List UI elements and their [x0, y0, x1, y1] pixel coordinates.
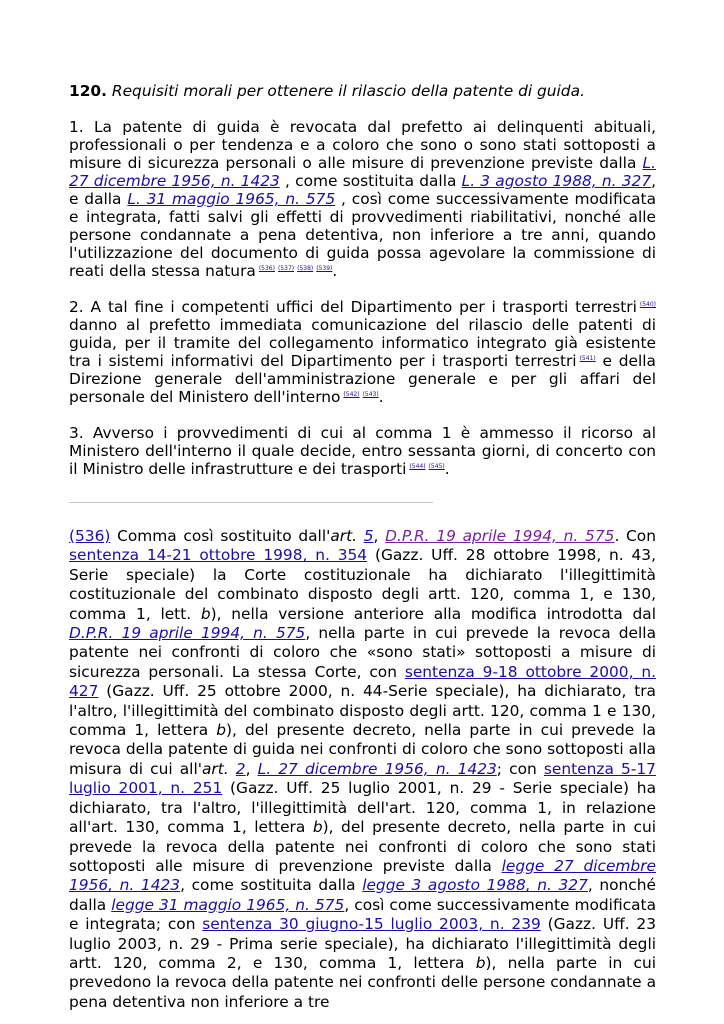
footnotes — [69, 527, 656, 1012]
footnote-ref-536[interactable]: (536) — [258, 265, 275, 272]
law-link-575[interactable]: L. 31 maggio 1965, n. 575 — [127, 190, 336, 208]
footnote-ref-540[interactable]: (540) — [639, 301, 656, 308]
paragraph-1: 1. La patente di guida è revocata dal prefetto ai delinquenti abituali, professionali o per tendenza e a coloro che sono o sono stati sottoposti a misure di sicurezza personali o alle misure di prevenzione previste dalla L. 27 dicembre 1956, n. 1423 , come sostituita dalla L. 3 agosto 1988, n. 327, e dalla L. 31 maggio 1965, n. 575 , così come successivamente modificata e integrata, fatti salvi gli effetti di provvedimenti riabilitativi, nonché alle persone condannate a pena detentiva, non inferiore a tre anni, quando l'utilizzazione del documento di guida possa agevolare la commissione di reati della stessa natura $^{(536)}$ $^{(537)}$ $^{(538)}$ $^{(539)}$. — [69, 118, 657, 280]
paragraph-2: 2. A tal fine i competenti uffici del Dipartimento per i trasporti terrestri $^{(540)}$ danno al prefetto immediata comunicazione del rilascio delle patenti di guida, per il tramite del collegamento informatico integrato già esistente tra i sistemi informativi del Dipartimento per i trasporti terrestri $^{(541)}$ e della Direzione generale dell'amministrazione generale e per gli affari del personale del Ministero dell'interno $^{(542)}$ $^{(543)}$. — [69, 298, 656, 406]
article-body — [69, 82, 656, 478]
sentenza-427-link[interactable]: sentenza 9-18 ottobre 2000, n. 427 — [69, 662, 656, 701]
law-1423-link[interactable]: L. 27 dicembre 1956, n. 1423 — [257, 759, 497, 778]
footnote-separator — [69, 502, 433, 503]
legge-1423-link[interactable]: legge 27 dicembre 1956, n. 1423 — [69, 856, 656, 895]
law-link-327[interactable]: L. 3 agosto 1988, n. 327 — [461, 172, 652, 190]
legge-327-link[interactable]: legge 3 agosto 1988, n. 327 — [362, 876, 588, 895]
footnote-backlink-536[interactable]: (536) — [69, 527, 111, 545]
article-number: 120. — [69, 82, 107, 100]
sentenza-354-link[interactable]: sentenza 14-21 ottobre 1998, n. 354 — [69, 546, 368, 565]
footnote-ref-539[interactable]: (539) — [316, 265, 333, 272]
footnote-ref-542[interactable]: (542) — [343, 391, 360, 398]
footnote-ref-538[interactable]: (538) — [297, 265, 314, 272]
article-heading — [69, 82, 656, 100]
art-2-link[interactable]: 2 — [235, 759, 246, 778]
footnote-ref-537[interactable]: (537) — [277, 265, 295, 272]
art-5-link[interactable]: 5 — [363, 527, 374, 545]
article-title: Requisiti morali per ottenere il rilascio della patente di guida. — [111, 82, 585, 100]
footnote-ref-544[interactable]: (544) — [409, 463, 426, 470]
legge-575-link[interactable]: legge 31 maggio 1965, n. 575 — [111, 895, 345, 914]
footnote-ref-545[interactable]: (545) — [428, 463, 445, 470]
dpr-575-link-2[interactable]: D.P.R. 19 aprile 1994, n. 575 — [69, 624, 306, 643]
footnote-ref-541[interactable]: (541) — [579, 355, 596, 362]
sentenza-239-link[interactable]: sentenza 30 giugno-15 luglio 2003, n. 239 — [202, 915, 541, 934]
paragraph-3: 3. Avverso i provvedimenti di cui al comma 1 è ammesso il ricorso al Ministero dell'interno il quale decide, entro sessanta giorni, di concerto con il Ministro delle infrastrutture e dei trasporti $^{(544)}$ $^{(545)}$. — [69, 424, 656, 478]
law-link-1423[interactable]: L. 27 dicembre 1956, n. 1423 — [69, 154, 656, 190]
footnote-536: (536) Comma così sostituito dall'art. 5, D.P.R. 19 aprile 1994, n. 575. Con sentenza 14-21 ottobre 1998, n. 354 (Gazz. Uff. 28 ottobre 1998, n. 43, Serie speciale) la Corte costituzionale ha dichiarato l'illegittimità costituzionale del combinato disposto degli artt. 120, comma 1, e 130, comma 1, lett. b), nella versione anteriore alla modifica introdotta dal D.P.R. 19 aprile 1994, n. 575, nella parte in cui prevede la revoca della patente nei confronti di coloro che «sono stati» sottoposti a misure di sicurezza personali. La stessa Corte, con sentenza 9-18 ottobre 2000, n. 427 (Gazz. Uff. 25 ottobre 2000, n. 44-Serie speciale), ha dichiarato, tra l'altro, l'illegittimità del combinato disposto degli artt. 120, comma 1 e 130, comma 1, lettera b), del presente decreto, nella parte in cui prevede la revoca della patente di guida nei confronti di coloro che sono sottoposti alla misura di cui all'art. 2, L. 27 dicembre 1956, n. 1423; con sentenza 5-17 luglio 2001, n. 251 (Gazz. Uff. 25 luglio 2001, n. 29 - Serie speciale) ha dichiarato, tra l'altro, l'illegittimità dell'art. 120, comma 1, in relazione all'art. 130, comma 1, lettera b), del presente decreto, nella parte in cui prevede la revoca della patente nei confronti di coloro che sono stati sottoposti alle misure di prevenzione previste dalla legge 27 dicembre 1956, n. 1423, come sostituita dalla legge 3 agosto 1988, n. 327, nonché dalla legge 31 maggio 1965, n. 575, così come successivamente modificata e integrata; con sentenza 30 giugno-15 luglio 2003, n. 239 (Gazz. Uff. 23 luglio 2003, n. 29 - Prima serie speciale), ha dichiarato l'illegittimità degli artt. 120, comma 2, e 130, comma 1, lettera b), nella parte in cui prevedono la revoca della patente nei confronti delle persone condannate a pena detentiva non inferiore a tre — [69, 527, 657, 1011]
footnote-ref-543[interactable]: (543) — [362, 391, 379, 398]
sentenza-251-link[interactable]: sentenza 5-17 luglio 2001, n. 251 — [69, 759, 656, 798]
dpr-575-link[interactable]: D.P.R. 19 aprile 1994, n. 575 — [385, 527, 615, 545]
